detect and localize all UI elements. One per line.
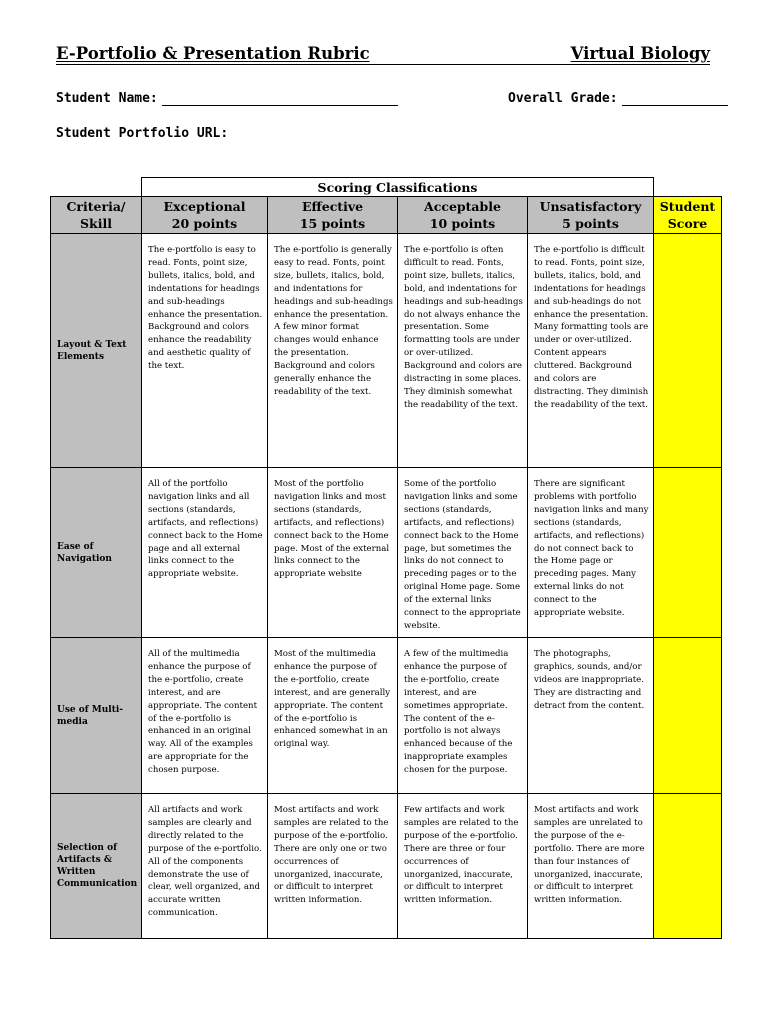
table-row [51, 638, 722, 794]
portfolio-url-field [56, 126, 228, 141]
rubric-cell-exceptional: All of the multimedia enhance the purpose of the e-portfolio, create interest, and are appropriate. The content of the e-portfolio is enhanced in an original way. All of the examples are appropriate for the chosen purpose. [142, 638, 268, 794]
student-name-label: Student Name: [56, 91, 158, 106]
student-score-cell[interactable] [654, 794, 722, 939]
blank-corner [51, 178, 142, 197]
rubric-cell-exceptional: All of the portfolio navigation links and all sections (standards, artifacts, and reflections) connect back to the Home page and all external links connect to the appropriate website. [142, 468, 268, 638]
blank-corner-right [654, 178, 722, 197]
criterion-ease-of-navigation: Ease of Navigation [51, 468, 142, 638]
rubric-cell-unsatisfactory: Most artifacts and work samples are unrelated to the purpose of the e-portfolio. There are more than four instances of unorganized, inaccurate, or difficult to interpret written information. [528, 794, 654, 939]
rubric-cell-acceptable: A few of the multimedia enhance the purpose of the e-portfolio, create interest, and are sometimes appropriate. The content of the e-portfolio is not always enhanced because of the inappropriate examples chosen for the purpose. [398, 638, 528, 794]
table-row [51, 794, 722, 939]
overall-grade-label: Overall Grade: [508, 91, 618, 106]
course-subject: Virtual Biology [570, 44, 710, 63]
student-score-cell[interactable] [654, 468, 722, 638]
overall-grade-field [508, 91, 728, 106]
criterion-artifacts-written-communication: Selection of Artifacts & Written Communication [51, 794, 142, 939]
table-row [51, 234, 722, 468]
rubric-table [50, 177, 722, 939]
rubric-cell-exceptional: All artifacts and work samples are clearly and directly related to the purpose of the e-portfolio. All of the components demonstrate the use of clear, well organized, and accurate written communication. [142, 794, 268, 939]
student-name-blank[interactable] [162, 91, 398, 106]
criterion-use-of-multimedia: Use of Multi-media [51, 638, 142, 794]
column-header-criteria: Criteria/ Skill [51, 197, 142, 234]
column-header-exceptional: Exceptional 20 points [142, 197, 268, 234]
rubric-cell-effective: Most of the multimedia enhance the purpose of the e-portfolio, create interest, and are generally appropriate. The content of the e-portfolio is enhanced somewhat in an original way. [268, 638, 398, 794]
criterion-layout-text: Layout & Text Elements [51, 234, 142, 468]
overall-grade-blank[interactable] [622, 91, 728, 106]
document-title: E-Portfolio & Presentation Rubric [56, 44, 370, 63]
rubric-cell-acceptable: Some of the portfolio navigation links and some sections (standards, artifacts, and reflections) connect back to the Home page, but sometimes the links do not connect to preceding pages or to the original Home page. Some of the external links connect to the appropriate website. [398, 468, 528, 638]
table-row [51, 468, 722, 638]
column-header-student-score: Student Score [654, 197, 722, 234]
column-header-unsatisfactory: Unsatisfactory 5 points [528, 197, 654, 234]
student-score-cell[interactable] [654, 234, 722, 468]
rubric-cell-effective: Most of the portfolio navigation links and most sections (standards, artifacts, and reflections) connect back to the Home page. Most of the external links connect to the appropriate website [268, 468, 398, 638]
document-header [56, 44, 710, 65]
rubric-cell-unsatisfactory: There are significant problems with portfolio navigation links and many sections (standards, artifacts, and reflections) do not connect back to the Home page or preceding pages. Many external links do not connect to the appropriate website. [528, 468, 654, 638]
scoring-classifications-header: Scoring Classifications [142, 178, 654, 197]
rubric-cell-unsatisfactory: The e-portfolio is difficult to read. Fonts, point size, bullets, italics, bold, and indentations for headings and sub-headings do not enhance the presentation. Many formatting tools are under or over-utilized. Content appears cluttered. Background and colors are distracting. They diminish the readability of the text. [528, 234, 654, 468]
portfolio-url-label: Student Portfolio URL: [56, 126, 229, 141]
student-score-cell[interactable] [654, 638, 722, 794]
rubric-cell-unsatisfactory: The photographs, graphics, sounds, and/or videos are inappropriate. They are distracting and detract from the content. [528, 638, 654, 794]
rubric-cell-acceptable: The e-portfolio is often difficult to read. Fonts, point size, bullets, italics, bold, and indentations for headings and sub-headings do not always enhance the presentation. Some formatting tools are under or over-utilized. Background and colors are distracting in some places. They diminish somewhat the readability of the text. [398, 234, 528, 468]
rubric-cell-exceptional: The e-portfolio is easy to read. Fonts, point size, bullets, italics, bold, and indentations for headings and sub-headings enhance the presentation. Background and colors enhance the readability and aesthetic quality of the text. [142, 234, 268, 468]
rubric-cell-effective: The e-portfolio is generally easy to read. Fonts, point size, bullets, italics, bold, and indentations for headings and sub-headings enhance the presentation. A few minor format changes would enhance the presentation. Background and colors generally enhance the readability of the text. [268, 234, 398, 468]
rubric-cell-acceptable: Few artifacts and work samples are related to the purpose of the e-portfolio. There are three or four occurrences of unorganized, inaccurate, or difficult to interpret written information. [398, 794, 528, 939]
column-header-acceptable: Acceptable 10 points [398, 197, 528, 234]
student-name-field [56, 91, 398, 106]
column-header-effective: Effective 15 points [268, 197, 398, 234]
rubric-cell-effective: Most artifacts and work samples are related to the purpose of the e-portfolio. There are only one or two occurrences of unorganized, inaccurate, or difficult to interpret written information. [268, 794, 398, 939]
